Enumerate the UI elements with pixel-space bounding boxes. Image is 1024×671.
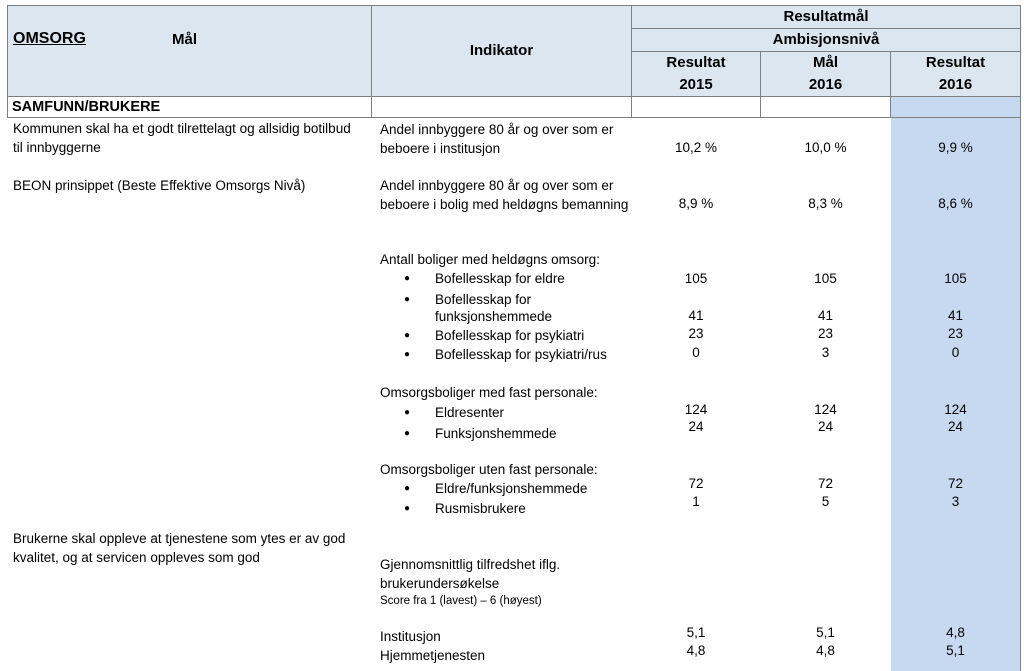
- value-cell: 24: [688, 419, 704, 434]
- goal-kvalitet: Brukerne skal oppleve at tjenestene som ytes er av god kvalitet, og at servicen oppleves som god: [13, 531, 346, 565]
- bullet-icon: ●: [404, 428, 411, 439]
- maal-heading: Mål: [172, 31, 198, 48]
- divider-1: [371, 97, 372, 118]
- value-cell: 124: [814, 402, 837, 417]
- bullet-icon: ●: [404, 273, 411, 284]
- value-cell: 105: [684, 271, 708, 286]
- value-cell: 4,8: [816, 643, 835, 658]
- ambisjonsnivaa-heading: Ambisjonsnivå: [772, 31, 880, 48]
- value-cell: 72: [688, 476, 704, 491]
- bullet-icon: ●: [404, 330, 411, 341]
- list-item-label: Institusjon: [380, 629, 441, 644]
- value-cell: 124: [944, 402, 967, 417]
- value-cell: 4,8: [946, 625, 965, 640]
- list-item-label: Eldresenter: [435, 405, 505, 420]
- divider-3: [760, 97, 761, 118]
- value-cell: 5: [821, 494, 830, 509]
- goal-beon: BEON prinsippet (Beste Effektive Omsorgs Nivå): [13, 178, 306, 193]
- omsorg-title: OMSORG: [13, 30, 86, 47]
- indicator-tilfredshet: Gjennomsnittlig tilfredshet iflg.: [380, 557, 561, 572]
- list-item-label: Rusmisbrukere: [435, 501, 526, 516]
- value-cell: 23: [947, 326, 964, 341]
- value-cell: 23: [817, 326, 834, 341]
- value-cell: 23: [688, 326, 704, 341]
- right-border: [1020, 97, 1021, 671]
- col1-heading-line1: Resultat: [666, 54, 726, 71]
- list-item-label: Bofellesskap for: [435, 292, 532, 307]
- indikator-heading: Indikator: [469, 42, 534, 59]
- list-item-label: Hjemmetjenesten: [380, 648, 486, 663]
- value-cell: 24: [947, 419, 964, 434]
- list-item-label: funksjonshemmede: [435, 309, 553, 324]
- col3-heading-line2: 2016: [938, 76, 973, 93]
- value-cell: 3: [821, 345, 830, 360]
- col2-heading-line1: Mål: [812, 54, 838, 71]
- value-cell: 0: [692, 345, 700, 360]
- value-cell: 0: [951, 345, 960, 360]
- value-cell: 5,1: [816, 625, 835, 640]
- list-item-label: Bofellesskap for psykiatri/rus: [435, 347, 607, 362]
- result-2016-column: [891, 97, 1021, 671]
- indicator-med-fast-personale: Omsorgsboliger med fast personale:: [380, 385, 598, 400]
- list-item-label: Bofellesskap for psykiatri: [435, 328, 585, 343]
- score-scale-note: Score fra 1 (lavest) – 6 (høyest): [380, 595, 542, 607]
- section-label: SAMFUNN/BRUKERE: [12, 99, 161, 115]
- indicator-tilfredshet-line2: brukerundersøkelse: [380, 576, 500, 591]
- value-cell: 41: [688, 308, 704, 323]
- value-cell: 5,1: [946, 643, 965, 658]
- value-cell: 5,1: [686, 625, 706, 640]
- indicator-antall-boliger: Antall boliger med heldøgns omsorg:: [380, 252, 600, 267]
- bullet-icon: ●: [404, 294, 411, 305]
- value-cell: 8,6 %: [938, 196, 973, 211]
- list-item-label: Funksjonshemmede: [435, 426, 557, 441]
- divider-2: [631, 97, 632, 118]
- indicator-bolig-heldogns: Andel innbyggere 80 år og over som er beboere i bolig med heldøgns bemanning: [380, 178, 629, 212]
- value-cell: 124: [684, 402, 708, 417]
- value-cell: 72: [947, 476, 964, 491]
- indicator-institusjon: Andel innbyggere 80 år og over som er beboere i institusjon: [380, 122, 614, 156]
- col3-heading-line1: Resultat: [925, 54, 986, 71]
- value-cell: 3: [951, 494, 960, 509]
- section-row-bottom-line: [7, 117, 1021, 118]
- value-cell: 8,9 %: [678, 196, 714, 211]
- list-item-label: Bofellesskap for eldre: [435, 271, 565, 286]
- value-cell: 8,3 %: [808, 196, 843, 211]
- value-cell: 24: [817, 419, 834, 434]
- col1-heading-line2: 2015: [679, 76, 713, 93]
- value-cell: 4,8: [686, 643, 706, 658]
- value-cell: 105: [814, 271, 837, 286]
- goal-botilbud: Kommunen skal ha et godt tilrettelagt og allsidig botilbud til innbyggerne: [13, 121, 351, 155]
- value-cell: 9,9 %: [938, 140, 973, 155]
- bullet-icon: ●: [404, 503, 411, 514]
- bullet-icon: ●: [404, 407, 411, 418]
- header-goal-cell: [7, 5, 372, 97]
- indicator-uten-fast-personale: Omsorgsboliger uten fast personale:: [380, 462, 598, 477]
- bullet-icon: ●: [404, 483, 411, 494]
- value-cell: 10,0 %: [804, 140, 847, 155]
- value-cell: 72: [817, 476, 834, 491]
- value-cell: 41: [817, 308, 834, 323]
- bullet-icon: ●: [404, 349, 411, 360]
- col2-heading-line2: 2016: [808, 76, 843, 93]
- list-item-label: Eldre/funksjonshemmede: [435, 481, 588, 496]
- resultatmaal-heading: Resultatmål: [783, 8, 869, 25]
- value-cell: 105: [944, 271, 967, 286]
- value-cell: 41: [947, 308, 964, 323]
- left-border: [7, 97, 8, 118]
- value-cell: 10,2 %: [674, 140, 718, 155]
- divider-4: [890, 97, 891, 118]
- value-cell: 1: [692, 494, 700, 509]
